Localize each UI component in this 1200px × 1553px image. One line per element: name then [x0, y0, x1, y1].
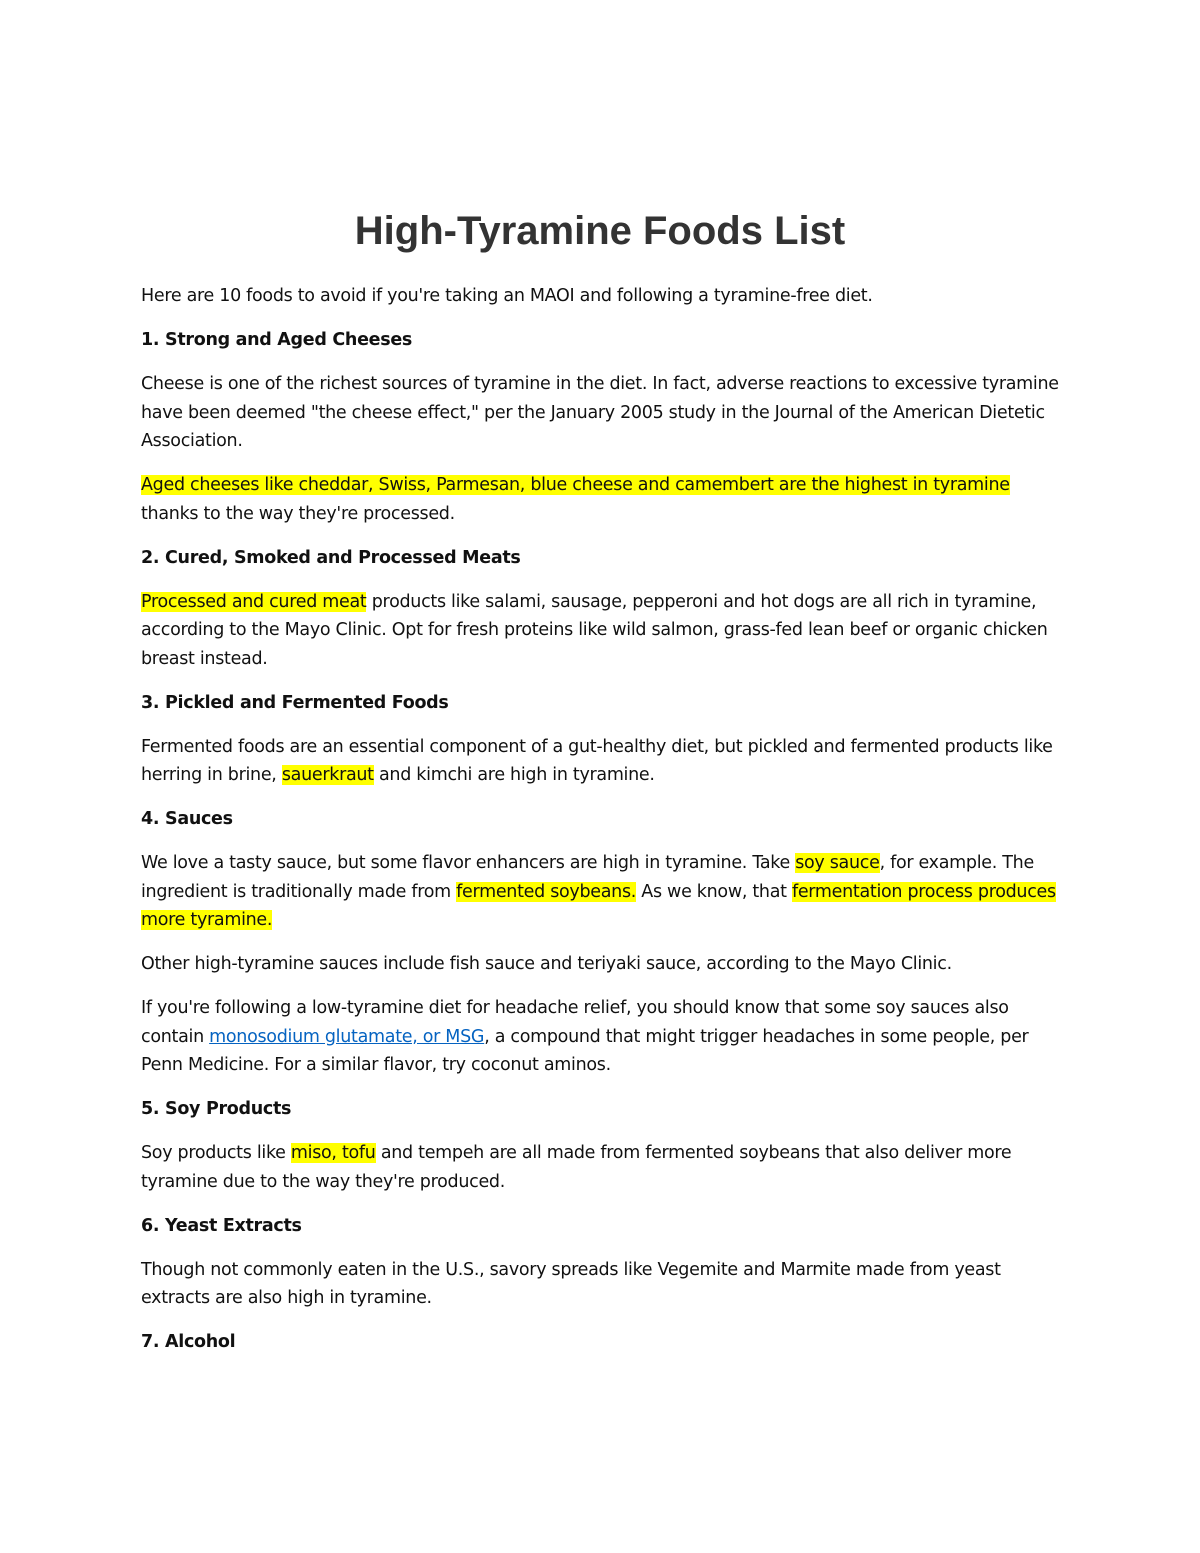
highlighted-text: sauerkraut [281, 765, 374, 785]
section-heading-sauces: 4. Sauces [141, 809, 233, 829]
meats-paragraph [141, 588, 1066, 674]
yeast-paragraph: Though not commonly eaten in the U.S., savory spreads like Vegemite and Marmite made from yeast extracts are also high in tyramine. [141, 1259, 1001, 1308]
paragraph-text: and tempeh are all made from fermented soybeans that also deliver more tyramine due to the way they're produced. [141, 1143, 1012, 1192]
section-heading-pickled: 3. Pickled and Fermented Foods [141, 692, 449, 713]
section-heading-alcohol: 7. Alcohol [141, 1332, 236, 1352]
highlighted-text: miso, tofu [290, 1143, 376, 1163]
cheeses-paragraph-1: Cheese is one of the richest sources of tyramine in the diet. In fact, adverse reactions to excessive tyramine have been deemed "the cheese effect," per the January 2005 study in the Journal of the American Dietetic Association. [141, 374, 1059, 451]
highlighted-text: fermentation process produces more tyramine. [141, 881, 1056, 930]
highlighted-text: soy sauce [795, 853, 880, 873]
paragraph-text: Fermented foods are an essential component of a gut-healthy diet, but pickled and fermented products like herring in brine, [141, 736, 1053, 785]
highlighted-text: Aged cheeses like cheddar, Swiss, Parmesan, blue cheese and camembert are the highest in tyramine [141, 475, 1010, 495]
paragraph-text: thanks to the way they're processed. [141, 503, 455, 524]
paragraph-text: , for example. The ingredient is traditionally made from [141, 853, 1034, 902]
paragraph-text: , a compound that might trigger headaches in some people, per Penn Medicine. For a similar flavor, try coconut aminos. [141, 1026, 1029, 1075]
soy-paragraph [141, 1139, 1066, 1196]
paragraph-text: As we know, that [636, 881, 792, 902]
cheeses-paragraph-2 [141, 471, 1066, 528]
section-heading-meats: 2. Cured, Smoked and Processed Meats [141, 547, 521, 568]
paragraph-text: products like salami, sausage, pepperoni and hot dogs are all rich in tyramine, according to the Mayo Clinic. Opt for fresh proteins like wild salmon, grass-fed lean beef or organic chicken breast instead. [141, 591, 1048, 669]
sauces-paragraph-1 [141, 849, 1066, 935]
page-title: High-Tyramine Foods List [354, 209, 846, 253]
sauces-paragraph-2: Other high-tyramine sauces include fish sauce and teriyaki sauce, according to the Mayo Clinic. [141, 954, 952, 974]
intro-paragraph: Here are 10 foods to avoid if you're taking an MAOI and following a tyramine-free diet. [141, 286, 873, 306]
document-body [141, 282, 1066, 1372]
paragraph-text: and kimchi are high in tyramine. [373, 765, 655, 785]
section-heading-soy: 5. Soy Products [141, 1099, 292, 1119]
section-heading-yeast: 6. Yeast Extracts [141, 1215, 302, 1236]
paragraph-text: Soy products like [141, 1143, 291, 1163]
highlighted-text: fermented soybeans. [456, 881, 637, 902]
paragraph-text: If you're following a low-tyramine diet for headache relief, you should know that some soy sauces also contain [141, 998, 1009, 1047]
section-heading-cheeses: 1. Strong and Aged Cheeses [141, 330, 413, 350]
sauces-paragraph-3 [141, 994, 1066, 1080]
pickled-paragraph [141, 733, 1066, 790]
highlighted-text: Processed and cured meat [141, 591, 367, 612]
msg-link[interactable]: monosodium glutamate, or MSG [209, 1026, 485, 1047]
paragraph-text: We love a tasty sauce, but some flavor enhancers are high in tyramine. Take [141, 853, 796, 873]
